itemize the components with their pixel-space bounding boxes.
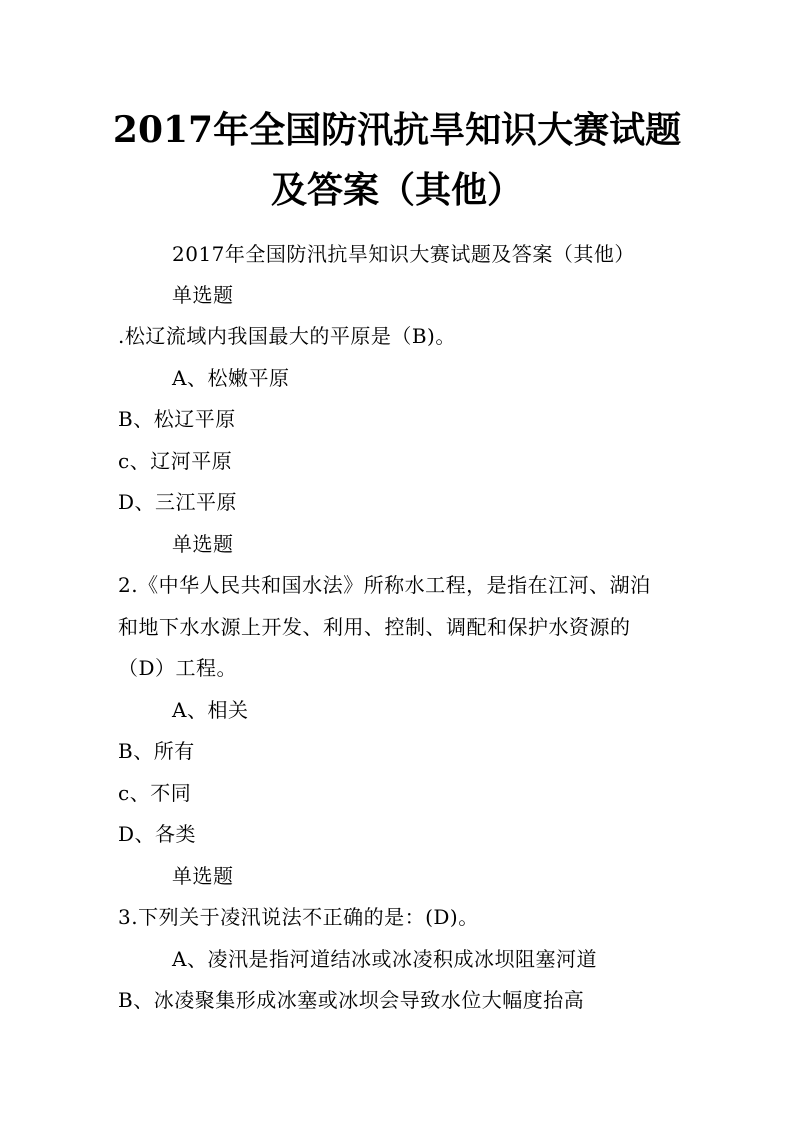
document-title-line-2: 及答案（其他） — [270, 169, 523, 211]
answer-option: B、冰凌聚集形成冰塞或冰坝会导致水位大幅度抬高 — [118, 988, 585, 1012]
question-type-label: 单选题 — [172, 283, 234, 307]
answer-option: A、凌汛是指河道结冰或冰凌积成冰坝阻塞河道 — [172, 947, 597, 971]
question-type-label: 单选题 — [172, 532, 234, 556]
answer-option: c、不同 — [118, 781, 192, 805]
document-subtitle: 2017年全国防汛抗旱知识大赛试题及答案（其他） — [172, 242, 635, 266]
question-type-label: 单选题 — [172, 864, 234, 888]
answer-option: A、松嫩平原 — [172, 366, 290, 390]
question-text: 3.下列关于凌汛说法不正确的是：(D)。 — [118, 905, 479, 929]
answer-option: B、所有 — [118, 739, 195, 763]
answer-option: B、松辽平原 — [118, 407, 236, 431]
question-text: .松辽流域内我国最大的平原是（B)。 — [118, 324, 456, 348]
document-title-line-1: 2017年全国防汛抗旱知识大赛试题 — [112, 109, 682, 151]
question-text-line: 2.《中华人民共和国水法》所称水工程，是指在江河、湖泊 — [118, 573, 651, 597]
answer-option: D、三江平原 — [118, 490, 238, 514]
answer-option: A、相关 — [172, 698, 249, 722]
question-text-line: 和地下水水源上开发、利用、控制、调配和保护水资源的 — [118, 615, 631, 639]
answer-option: c、辽河平原 — [118, 449, 233, 473]
answer-option: D、各类 — [118, 822, 197, 846]
question-text-line: （D）工程。 — [118, 656, 238, 680]
